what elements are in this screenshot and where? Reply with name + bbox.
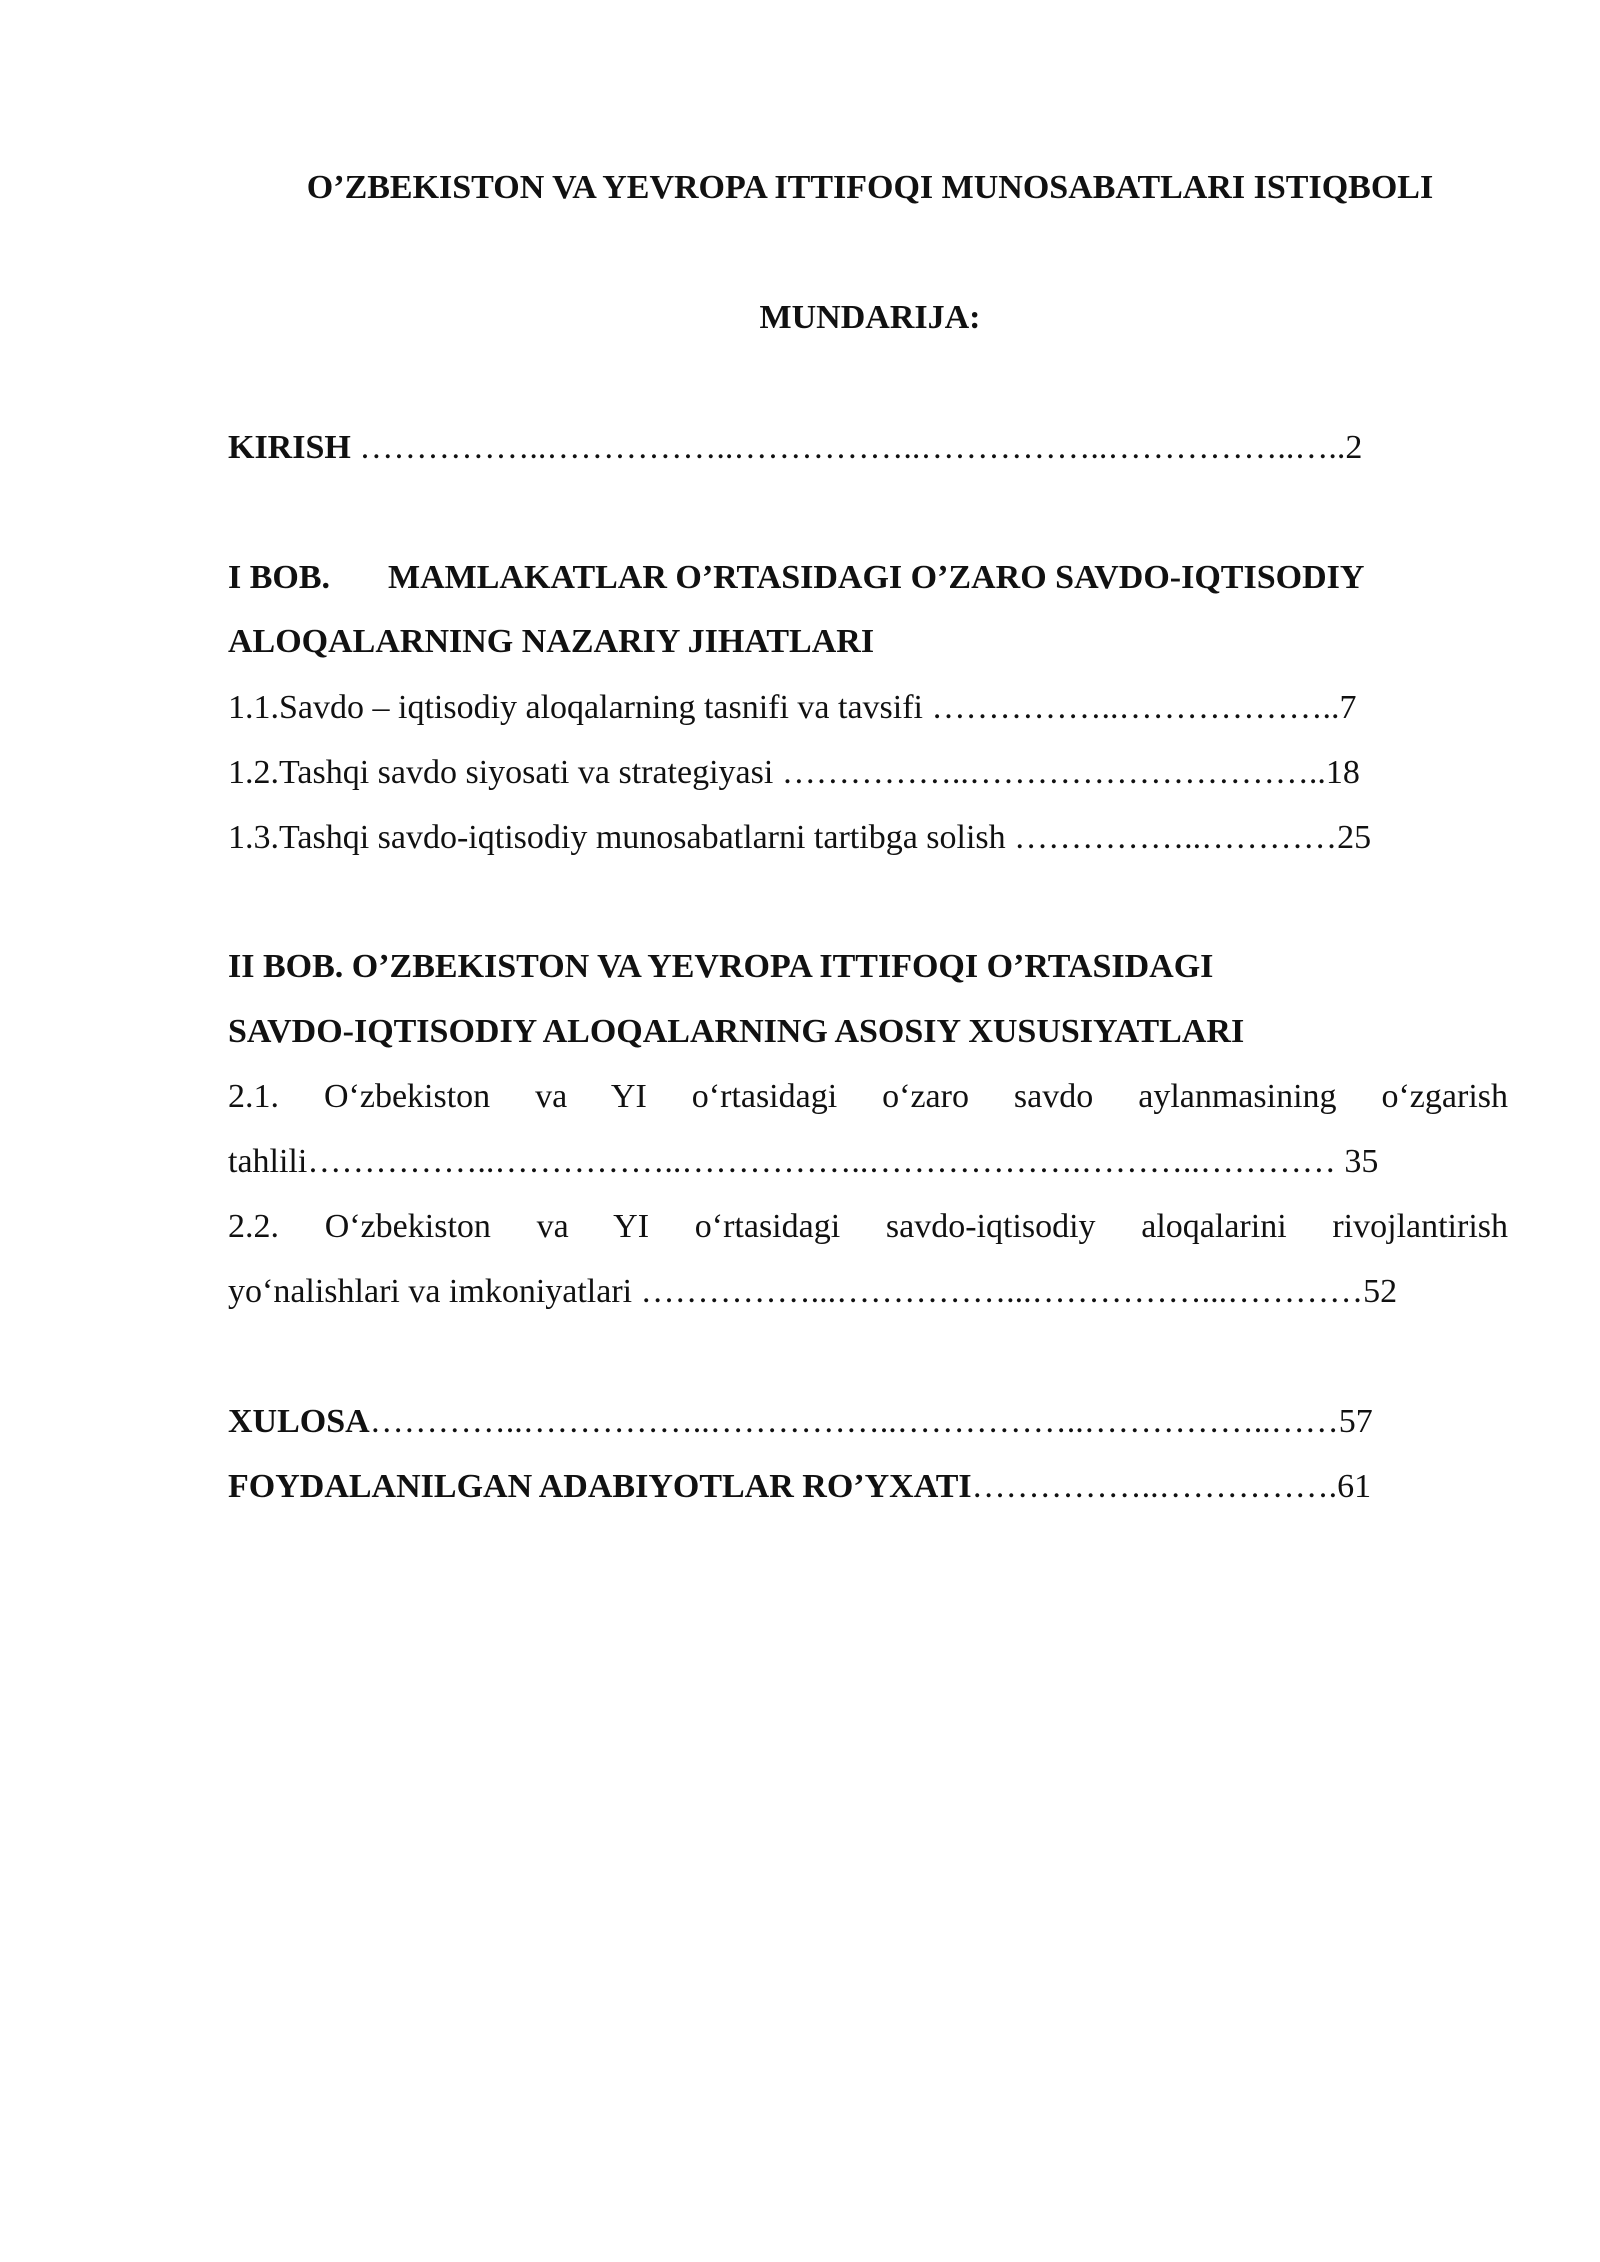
document-title: O’ZBEKISTON VA YEVROPA ITTIFOQI MUNOSABATLARI ISTIQBOLI xyxy=(306,169,1434,206)
toc-page-number: 25 xyxy=(1337,819,1372,856)
toc-section-1-1[interactable] xyxy=(228,686,1508,730)
chapter-title-line: MAMLAKATLAR O’RTASIDAGI O’ZARO SAVDO-IQTISODIY xyxy=(388,559,1365,596)
toc-page-number: 18 xyxy=(1325,754,1360,791)
section-title: tahlili xyxy=(228,1143,308,1180)
toc-heading: MUNDARIJA: xyxy=(759,299,981,336)
section-title: 1.2.Tashqi savdo siyosati va strategiyasi xyxy=(228,754,782,791)
toc-leader-dots: ……………..……………..……………..……………….………..………… xyxy=(307,1143,1345,1180)
toc-entry-conclusion[interactable] xyxy=(228,1400,1508,1444)
toc-chapter-1-title[interactable] xyxy=(228,556,1508,600)
toc-entry-intro[interactable] xyxy=(228,426,1508,470)
toc-section-1-3[interactable] xyxy=(228,816,1508,860)
toc-leader-dots: ……………..………… xyxy=(1014,819,1338,856)
section-title: 1.1.Savdo – iqtisodiy aloqalarning tasnifi va tavsifi xyxy=(228,689,932,726)
toc-page-number: 57 xyxy=(1338,1403,1373,1440)
toc-leader-dots: ……………..……………..……………..……………..……………..….. xyxy=(350,429,1346,466)
toc-section-2-1[interactable]: 2.1. O‘zbekiston va YI o‘rtasidagi o‘zaro savdo aylanmasining o‘zgarish xyxy=(228,1078,1508,1115)
toc-leader-dots: ……………...……………...……………...………… xyxy=(640,1273,1364,1310)
section-title: yo‘nalishlari va imkoniyatlari xyxy=(228,1273,641,1310)
toc-page-number: 2 xyxy=(1345,429,1363,466)
toc-entry-label: XULOSA xyxy=(228,1403,370,1440)
toc-leader-dots: ……………..……………….. xyxy=(931,689,1340,726)
toc-chapter-2-title-continued: SAVDO-IQTISODIY ALOQALARNING ASOSIY XUSUSIYATLARI xyxy=(228,1013,1245,1050)
toc-section-2-2[interactable]: 2.2. O‘zbekiston va YI o‘rtasidagi savdo-iqtisodiy aloqalarini rivojlantirish xyxy=(228,1208,1508,1245)
toc-leader-dots: ……………..………………………….. xyxy=(781,754,1326,791)
toc-entry-references[interactable] xyxy=(228,1465,1508,1509)
toc-page-number: 61 xyxy=(1337,1468,1372,1505)
toc-entry-label: KIRISH xyxy=(228,429,351,466)
toc-page-number: 7 xyxy=(1339,689,1357,726)
toc-page-number: 52 xyxy=(1363,1273,1398,1310)
toc-entry-label: FOYDALANILGAN ADABIYOTLAR RO’YXATI xyxy=(228,1468,972,1505)
toc-chapter-1-title-continued: ALOQALARNING NAZARIY JIHATLARI xyxy=(228,623,875,660)
toc-section-2-2-continued[interactable] xyxy=(228,1270,1508,1314)
toc-chapter-2-title[interactable]: II BOB. O’ZBEKISTON VA YEVROPA ITTIFOQI O’RTASIDAGI xyxy=(228,948,1214,985)
toc-page-number: 35 xyxy=(1344,1143,1379,1180)
toc-leader-dots: …………..……………..……………..……………..……………..…… xyxy=(369,1403,1339,1440)
toc-section-1-2[interactable] xyxy=(228,751,1508,795)
chapter-number: I BOB. xyxy=(228,559,331,596)
toc-section-2-1-continued[interactable] xyxy=(228,1140,1508,1184)
toc-leader-dots: ……………..……………. xyxy=(971,1468,1338,1505)
section-title: 1.3.Tashqi savdo-iqtisodiy munosabatlarni tartibga solish xyxy=(228,819,1015,856)
